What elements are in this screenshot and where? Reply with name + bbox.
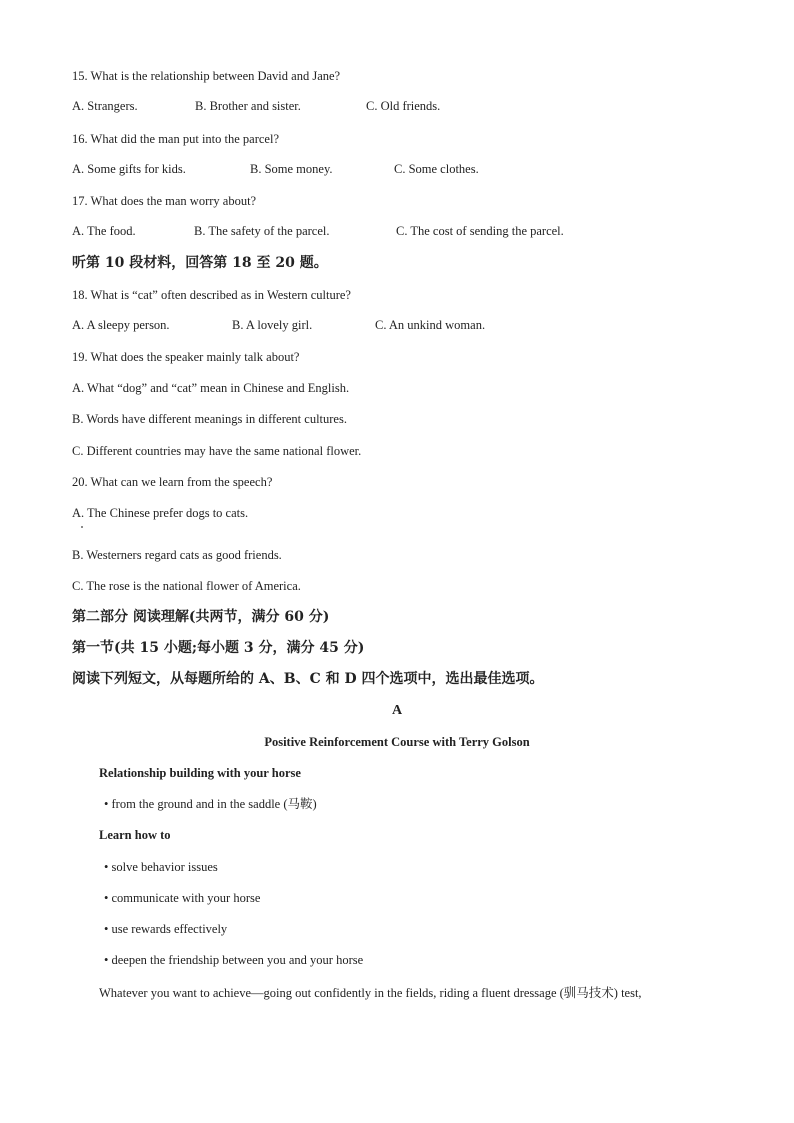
stray-mark — [81, 526, 83, 528]
question-19-option-a: A. What “dog” and “cat” mean in Chinese and English. — [72, 381, 350, 395]
question-15-option-c: C. Old friends. — [366, 99, 441, 113]
question-20-stem: 20. What can we learn from the speech? — [72, 475, 273, 489]
passage-bullet: • communicate with your horse — [104, 891, 261, 905]
reading-instructions: 阅读下列短文，从每题所给的 A、B、C 和 D 四个选项中，选出最佳选项。 — [72, 671, 544, 687]
question-17-option-b: B. The safety of the parcel. — [194, 224, 330, 238]
question-16-option-b: B. Some money. — [250, 162, 333, 176]
question-18-option-c: C. An unkind woman. — [375, 318, 486, 332]
passage-heading-relationship: Relationship building with your horse — [99, 766, 301, 780]
passage-bullet-ground: • from the ground and in the saddle (马鞍) — [104, 797, 317, 811]
section-1-title: 第一节(共 15 小题;每小题 3 分，满分 45 分) — [72, 640, 365, 656]
question-19-option-b: B. Words have different meanings in different cultures. — [72, 412, 347, 426]
question-18-option-b: B. A lovely girl. — [232, 318, 313, 332]
question-19-option-c: C. Different countries may have the same national flower. — [72, 444, 362, 458]
question-20-option-c: C. The rose is the national flower of America. — [72, 579, 301, 593]
question-15-option-b: B. Brother and sister. — [195, 99, 301, 113]
question-18-stem: 18. What is “cat” often described as in Western culture? — [72, 288, 351, 302]
passage-bullet: • solve behavior issues — [104, 860, 218, 874]
question-20-option-b: B. Westerners regard cats as good friends. — [72, 548, 282, 562]
passage-bullet: • deepen the friendship between you and your horse — [104, 953, 364, 967]
question-17-stem: 17. What does the man worry about? — [72, 194, 257, 208]
question-17-option-a: A. The food. — [72, 224, 136, 238]
part-2-title: 第二部分 阅读理解(共两节，满分 60 分) — [72, 609, 330, 625]
question-16-option-a: A. Some gifts for kids. — [72, 162, 186, 176]
question-18-option-a: A. A sleepy person. — [72, 318, 170, 332]
question-16-stem: 16. What did the man put into the parcel? — [72, 132, 280, 146]
section-10-heading: 听第 10 段材料，回答第 18 至 20 题。 — [72, 255, 328, 271]
question-20-option-a: A. The Chinese prefer dogs to cats. — [72, 506, 249, 520]
question-17-option-c: C. The cost of sending the parcel. — [396, 224, 564, 238]
passage-letter: A — [391, 703, 403, 718]
passage-heading-learn: Learn how to — [99, 828, 171, 842]
question-19-stem: 19. What does the speaker mainly talk about? — [72, 350, 300, 364]
question-15-option-a: A. Strangers. — [72, 99, 138, 113]
question-16-option-c: C. Some clothes. — [394, 162, 479, 176]
passage-title: Positive Reinforcement Course with Terry Golson — [264, 735, 530, 749]
passage-body-line: Whatever you want to achieve—going out confidently in the fields, riding a fluent dressage (驯马技术) test, — [99, 986, 642, 1000]
question-15-stem: 15. What is the relationship between David and Jane? — [72, 69, 341, 83]
passage-bullet: • use rewards effectively — [104, 922, 228, 936]
